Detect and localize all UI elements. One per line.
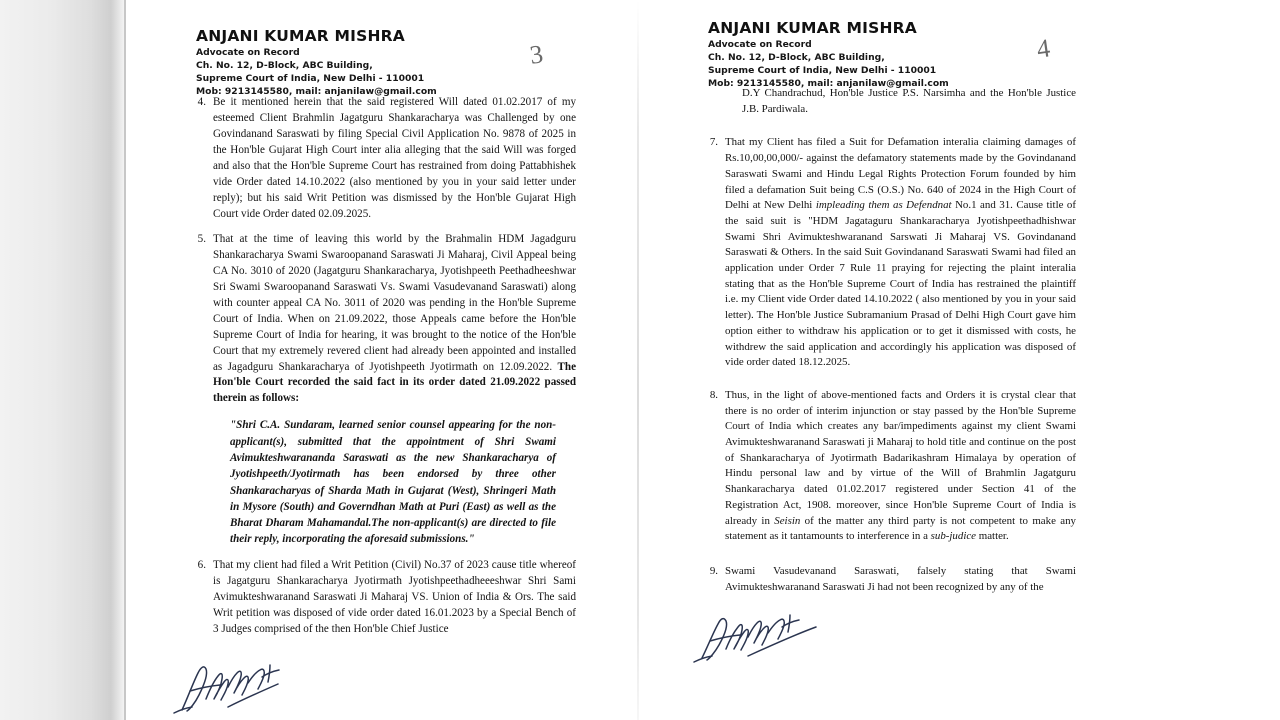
paragraph-9-number: 9. <box>709 564 718 577</box>
paragraph-8-text <box>725 388 1076 545</box>
body-text-left <box>196 95 576 647</box>
letterhead-address-line2: Supreme Court of India, New Delhi - 110001 <box>196 72 425 84</box>
letterhead-name: ANJANI KUMAR MISHRA <box>708 19 918 37</box>
paragraph-7-part1: That my Client has filed a Suit for Defamation interalia claiming damages of Rs.10,00,00,000/- against the defamatory statements made by the Govindanand Saraswati Swami and Hindu Legal Rights Protection Forum founded by him filed a defamation Suit being C.S (O.S.) No. 640 of 2024 in the High Court of Delhi at New Delhi <box>725 136 1076 212</box>
paragraph-8-part1: Thus, in the light of above-mentioned facts and Orders it is crystal clear that there is no order of interim injunction or stay passed by the Hon'ble Supreme Court of India which creates any bar/impediments against my client Swami Avimukteshwaranand Saraswati ji Maharaj to hold title and continue on the post of Shankaracharya of Jyotirmath Badarikashram Himalaya by operation of Hindu personal law and by virtue of the Will of Brahmlin Jagatguru Shankaracharya dated 01.02.2017 registered under Section 41 of the Registration Act, 1908. moreover, since Hon'ble Supreme Court of India is already in <box>725 388 1076 527</box>
letterhead-address-line2: Supreme Court of India, New Delhi - 110001 <box>708 64 937 76</box>
paragraph-8-number: 8. <box>709 388 718 401</box>
paragraph-5-text-bold: The Hon'ble Court recorded the said fact in its order dated 21.09.2022 passed therein as follows: <box>213 360 576 405</box>
paragraph-7-text <box>725 135 1076 371</box>
letterhead-designation: Advocate on Record <box>196 46 300 58</box>
paragraph-8 <box>708 388 1076 545</box>
signature-right <box>684 608 839 666</box>
paragraph-7-part2: No.1 and 31. Cause title of the said suit is "HDM Jagataguru Shankaracharya Jyotishpeethadhishwar Swami Shri Avimukteshwaranand Sarswati Ji Maharaj VS. Govindanand Saraswati & Others. In the said Suit Govindanand Saraswati Swami had filed an application under Order 7 Rule 11 praying for rejecting the plaint interalia stating that as the Hon'ble Supreme Court of India has restrained the plaintiff i.e. my Client vide Order dated 14.10.2022 ( also mentioned by you in your said letter). The Hon'ble Justice Subramanium Prasad of Delhi High Court gave him option either to withdraw his application or to get it dismissed with costs, he withdrew the said application and accordingly his application was disposed of vide order dated 18.12.2025. <box>725 199 1077 369</box>
letterhead-address-line1: Ch. No. 12, D-Block, ABC Building, <box>708 51 885 63</box>
paragraph-7 <box>708 135 1076 371</box>
paragraph-5-text <box>213 232 576 408</box>
letterhead-left <box>196 28 437 98</box>
court-order-quote: "Shri C.A. Sundaram, learned senior counsel appearing for the non-applicant(s), submitted that the appointment of Shri Swami Avimukteshwarananda Saraswati as the new Shankaracharya of Jyotishpeeth/Jyotirmath has been endorsed by three other Shankaracharyas of Sharda Math in Gujarat (West), Shringeri Math in Mysore (South) and Governdhan Math at Puri (East) as well as the Bharat Dharam Mahamandal.The non-applicant(s) are directed to file their reply, incorporating the aforesaid submissions." <box>230 419 556 546</box>
continuation-text: D.Y Chandrachud, Hon'ble Justice P.S. Narsimha and the Hon'ble Justice J.B. Pardiwala. <box>742 87 1076 115</box>
paragraph-6 <box>196 558 576 638</box>
folio-number-right: 4 <box>1034 33 1052 64</box>
signature-left <box>166 655 316 717</box>
scan-left-gutter <box>0 0 126 720</box>
paragraph-4-number: 4. <box>197 96 206 108</box>
paragraph-5 <box>196 232 576 408</box>
paragraph-9-text: Swami Vasudevanand Saraswati, falsely stating that Swami Avimukteshwaranand Saraswati Ji had not been recognized by any of the <box>725 564 1076 593</box>
paragraph-8-part2: of the matter any third party is not competent to make any statement as it tantamounts to interference in a <box>725 514 1077 543</box>
paragraph-9 <box>708 564 1076 595</box>
paragraph-6-number: 6. <box>197 558 206 571</box>
letterhead-contact: Mob: 9213145580, mail: anjanilaw@gmail.com <box>708 78 949 89</box>
paragraph-7-number: 7. <box>709 136 718 149</box>
paragraph-5-number: 5. <box>197 232 206 245</box>
letterhead-designation: Advocate on Record <box>708 38 812 50</box>
paragraph-8-italic1: Seisin <box>774 514 801 527</box>
body-text-right <box>708 86 1076 604</box>
document-page-right[interactable] <box>639 0 1280 720</box>
paragraph-4-text: Be it mentioned herein that the said registered Will dated 01.02.2017 of my esteemed Client Brahmlin Jagatguru Shankaracharya was Challenged by one Govindanand Saraswati by filing Special Civil Application No. 9878 of 2025 in the Hon'ble Gujarat High Court inter alia alleging that the said Will was forged and also that the Hon'ble Supreme Court has restrained from doing Pattabhishek vide Order dated 14.10.2022 (also mentioned by you in your said letter under reply); but his said Writ Petition was dismissed by the Hon'ble Gujarat High Court vide Order dated 02.09.2025. <box>213 96 576 220</box>
paragraph-8-part3: matter. <box>976 530 1009 543</box>
paragraph-8-italic2: sub-judice <box>930 530 977 543</box>
paragraph-7-italic1: impleading them as Defendnat <box>815 199 952 212</box>
letterhead-right <box>708 20 949 90</box>
paragraph-5-text-normal: That at the time of leaving this world by the Brahmalin HDM Jagadguru Shankaracharya Swami Swaroopanand Saraswati Ji Maharaj, Civil Appeal being CA No. 3010 of 2020 (Jagatguru Shankaracharya, Jyotishpeeth Peethadheeshwar Sri Swami Swaroopanand Saraswati Vs. Swami Vasudevanand Saraswati) along with counter appeal CA No. 3011 of 2020 was pending in the Hon'ble Supreme Court of India. When on 21.09.2022, those Appeals came before the Hon'ble Supreme Court of India for hearing, it was brought to the notice of the Hon'ble Court that my extremely revered client had already been appointed and installed as Jagadguru Shankaracharya of Jyotishpeeth Jyotirmath on 12.09.2022. <box>213 232 576 373</box>
letterhead-name: ANJANI KUMAR MISHRA <box>196 27 406 45</box>
document-page-left[interactable] <box>126 0 637 720</box>
folio-number-left: 3 <box>527 39 545 70</box>
letterhead-contact: Mob: 9213145580, mail: anjanilaw@gmail.com <box>196 86 437 97</box>
paragraph-6-text: That my client had filed a Writ Petition (Civil) No.37 of 2023 cause title whereof is Jagatguru Shankaracharya Jyotirmath Jyotishpeethadheeeshwar Shri Sami Avimukteshwaranand Saraswati Ji Maharaj VS. Union of India & Ors. The said Writ petition was disposed of vide order dated 16.01.2023 by a Special Bench of 3 Judges comprised of the then Hon'ble Chief Justice <box>213 558 576 635</box>
letterhead-address-line1: Ch. No. 12, D-Block, ABC Building, <box>196 59 373 71</box>
paragraph-4 <box>196 95 576 223</box>
